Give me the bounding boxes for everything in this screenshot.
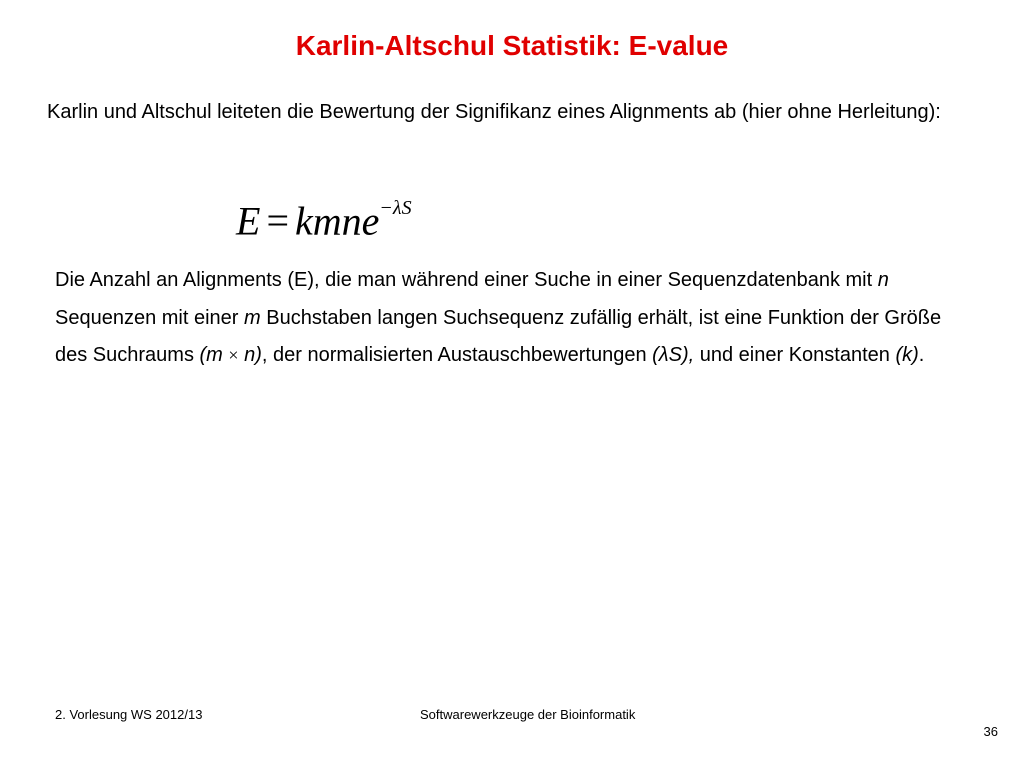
e-value-formula <box>236 190 412 245</box>
var-n: n <box>877 269 889 291</box>
search-space-close: n) <box>238 344 262 366</box>
var-m: m <box>244 306 261 329</box>
body-end: . <box>918 344 925 366</box>
body-part-1: Die Anzahl an Alignments (E), die man während einer Suche in einer Sequenzdatenbank mit <box>55 269 878 291</box>
lambda-s: (λS), <box>652 344 695 366</box>
explanation-text <box>55 262 955 375</box>
formula-rhs: kmne <box>295 198 380 244</box>
body-part-2: Sequenzen mit einer <box>55 306 245 329</box>
formula-equals: = <box>266 198 289 244</box>
body-part-3: Buchstaben langen Suchsequenz zufällig erhält, ist eine Funktion der Größe des Suchraums <box>55 306 942 366</box>
footer-course: Softwarewerkzeuge der Bioinformatik <box>420 707 636 722</box>
formula-lhs: E <box>236 198 261 244</box>
search-space-open: (m <box>199 344 229 366</box>
times-symbol: × <box>228 345 239 365</box>
page-number: 36 <box>983 724 998 739</box>
body-part-4: , der normalisierten Austauschbewertungen <box>261 344 653 366</box>
intro-text: Karlin und Altschul leiteten die Bewertung der Signifikanz eines Alignments ab (hier ohne Herleitung): <box>47 101 941 123</box>
constant-k: (k) <box>895 344 919 366</box>
formula-exponent: −λS <box>379 197 412 219</box>
body-part-5: und einer Konstanten <box>694 344 896 366</box>
footer-lecture: 2. Vorlesung WS 2012/13 <box>55 707 203 722</box>
slide-title: Karlin-Altschul Statistik: E-value <box>295 30 729 61</box>
